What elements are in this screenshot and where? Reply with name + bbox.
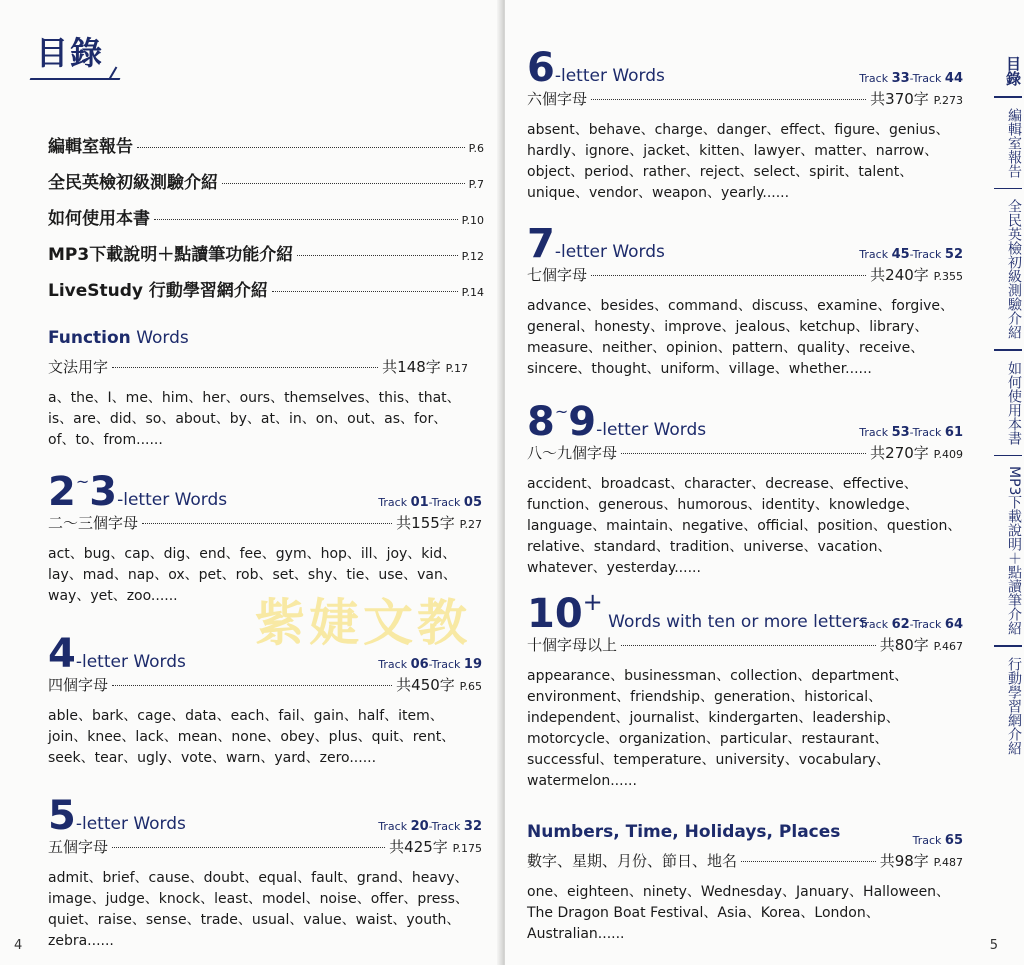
track-prefix: Track <box>912 834 945 847</box>
tab-divider <box>994 96 1022 98</box>
word-list: absent、behave、charge、danger、effect、figure、genius、hardly、ignore、jacket、kitten、lawyer、matter、narrow、object、period、rather、reject、select、spirit、talent、unique、vendor、weapon、yearly...... <box>527 122 950 201</box>
track-start: 33 <box>891 71 910 86</box>
page-number: 5 <box>989 938 998 953</box>
page-ref: P.17 <box>445 362 468 375</box>
toc-page: P.6 <box>468 142 484 155</box>
track-prefix: Track <box>859 72 892 85</box>
track-end: 52 <box>944 247 963 262</box>
page-ref: P.273 <box>933 94 963 107</box>
toc-row[interactable] <box>48 204 484 240</box>
section-6-letter <box>527 45 963 204</box>
section-heading <box>48 328 468 356</box>
track-prefix: Track <box>378 496 411 509</box>
toc-page: P.12 <box>461 250 484 263</box>
count-label: 六個字母 <box>527 90 588 108</box>
track-range <box>913 833 963 848</box>
toc-label: LiveStudy 行動學習網介紹 <box>48 281 268 301</box>
heading-num: 3 <box>89 469 118 515</box>
word-list: one、eighteen、ninety、Wednesday、January、Halloween、The Dragon Boat Festival、Asia、Korea、London、Australian...... <box>527 884 951 942</box>
heading-num: 6 <box>527 45 555 91</box>
toc-row[interactable] <box>48 240 484 276</box>
track-start: 45 <box>891 247 910 262</box>
section-7-letter <box>527 221 963 380</box>
heading-suffix: -letter Words <box>75 652 186 672</box>
track-end: 61 <box>944 425 963 440</box>
heading-num: 8 <box>527 399 555 445</box>
track-prefix: Track <box>378 658 411 671</box>
heading-num: 9 <box>568 399 597 445</box>
track-end: 05 <box>463 495 482 510</box>
section-heading <box>527 588 963 637</box>
tab-divider <box>994 455 1022 457</box>
word-count: 共148字 <box>382 358 441 376</box>
toc-title: 目錄 <box>36 34 105 72</box>
track-mid: -Track <box>909 426 945 439</box>
word-list: accident、broadcast、character、decrease、effective、function、generous、humorous、identity、knowledge、language、maintain、negative、official、position、question、relative、standard、tradition、universe、vacation、whatever、yesterday...... <box>527 476 962 576</box>
section-2-3-letter <box>48 469 482 607</box>
section-8-9-letter <box>527 399 963 579</box>
section-heading <box>48 469 482 515</box>
track-end: 64 <box>944 617 963 632</box>
track-range <box>859 247 963 262</box>
track-prefix: Track <box>859 426 892 439</box>
toc-label: MP3下載說明＋點讀筆功能介紹 <box>48 245 294 265</box>
count-label: 五個字母 <box>48 838 109 856</box>
page-ref: P.175 <box>452 842 482 855</box>
count-row[interactable] <box>527 88 963 114</box>
dot-leader <box>591 275 866 276</box>
dot-leader <box>142 523 392 524</box>
word-list: appearance、businessman、collection、department、environment、friendship、generation、historical、independent、journalist、kindergarten、leadership、motorcycle、organization、particular、restaurant、successful、temperature、university、vocabulary、watermelon...... <box>527 668 909 789</box>
heading-suffix: -letter Words <box>554 242 665 262</box>
dot-leader <box>621 645 876 646</box>
word-list: able、bark、cage、data、each、fail、gain、half、item、join、knee、lack、mean、none、obey、plus、quit、rent、seek、tear、ugly、vote、warn、yard、zero...... <box>48 708 456 766</box>
page-ref: P.409 <box>933 448 963 461</box>
heading-bold: Function <box>48 328 131 348</box>
heading-suffix: -letter Words <box>75 814 186 834</box>
right-page <box>505 0 1024 965</box>
word-count: 共370字 <box>870 90 929 108</box>
word-count: 共425字 <box>389 838 448 856</box>
track-start: 20 <box>410 819 429 834</box>
toc-label: 全民英檢初級測驗介紹 <box>48 173 218 193</box>
page-ref: P.467 <box>933 640 963 653</box>
heading-num: 2 <box>48 469 76 515</box>
page-ref: P.27 <box>459 518 482 531</box>
track-range <box>378 657 482 672</box>
track-start: 62 <box>891 617 910 632</box>
heading-num: 5 <box>48 793 76 839</box>
side-tab[interactable]: 目錄 <box>1004 56 1022 86</box>
word-count: 共270字 <box>870 444 929 462</box>
toc-page: P.14 <box>461 286 484 299</box>
section-4-letter <box>48 631 482 769</box>
section-heading <box>48 631 482 677</box>
track-mid: -Track <box>428 496 464 509</box>
count-row[interactable] <box>48 674 482 700</box>
section-10-plus-letter <box>527 588 963 792</box>
side-tab-index <box>994 50 1024 761</box>
heading-text: Numbers, Time, Holidays, Places <box>527 822 841 842</box>
track-prefix: Track <box>859 248 892 261</box>
side-tab[interactable]: MP3下載說明＋點讀筆介紹 <box>1006 466 1022 636</box>
dot-leader <box>137 147 465 148</box>
track-range <box>378 495 482 510</box>
page-ref: P.487 <box>933 856 963 869</box>
word-list: admit、brief、cause、doubt、equal、fault、grand、heavy、image、judge、knock、least、model、noise、offer、press、quiet、raise、sense、trade、usual、value、waist、youth、zebra...... <box>48 870 469 949</box>
side-tab[interactable]: 行動學習網介紹 <box>1006 656 1022 755</box>
heading-num: 4 <box>48 631 76 677</box>
track-prefix: Track <box>378 820 411 833</box>
dot-leader <box>112 847 385 848</box>
track-mid: -Track <box>428 820 464 833</box>
watermark: 紫婕文教 <box>255 594 471 652</box>
section-heading <box>48 793 482 839</box>
count-row[interactable] <box>527 634 963 660</box>
section-heading <box>527 221 963 267</box>
count-row[interactable] <box>48 356 468 382</box>
side-tab[interactable]: 如何使用本書 <box>1006 360 1022 445</box>
title-underline <box>30 78 121 80</box>
heading-num: 7 <box>527 221 555 267</box>
word-list: a、the、I、me、him、her、ours、themselves、this、that、is、are、did、so、about、by、at、in、on、out、as、for、of、to、from...... <box>48 390 461 448</box>
heading-num: 10 <box>527 591 583 637</box>
side-tab[interactable]: 全民英檢初級測驗介紹 <box>1006 199 1022 339</box>
word-list: act、bug、cap、dig、end、fee、gym、hop、ill、joy、kid、lay、mad、nap、ox、pet、rob、set、shy、tie、use、van、way、yet、zoo...... <box>48 546 457 604</box>
page-ref: P.65 <box>459 680 482 693</box>
track-range <box>859 71 963 86</box>
toc-list <box>48 132 484 312</box>
section-heading <box>527 399 963 445</box>
heading-tilde: ~ <box>75 472 90 491</box>
track-prefix: Track <box>859 618 892 631</box>
heading-suffix: -letter Words <box>554 66 665 86</box>
track-range <box>378 819 482 834</box>
count-label: 七個字母 <box>527 266 588 284</box>
toc-page: P.10 <box>461 214 484 227</box>
heading-suffix: Words with ten or more letters <box>602 612 868 632</box>
track-range <box>859 425 963 440</box>
track-start: 06 <box>410 657 429 672</box>
track-range <box>859 617 963 632</box>
count-label: 八～九個字母 <box>527 444 618 462</box>
heading-rest: Words <box>130 328 189 348</box>
tab-divider <box>994 349 1022 351</box>
toc-label: 編輯室報告 <box>48 137 133 157</box>
section-5-letter <box>48 793 482 952</box>
dot-leader <box>222 183 465 184</box>
word-count: 共98字 <box>879 852 929 870</box>
heading-suffix: -letter Words <box>596 420 707 440</box>
count-label: 文法用字 <box>48 358 109 376</box>
word-count: 共155字 <box>396 514 455 532</box>
track-end: 32 <box>463 819 482 834</box>
count-label: 十個字母以上 <box>527 636 618 654</box>
count-row[interactable] <box>527 264 963 290</box>
function-words-section <box>48 328 468 451</box>
dot-leader <box>591 99 866 100</box>
track-end: 44 <box>944 71 963 86</box>
section-heading <box>527 822 963 850</box>
word-list: advance、besides、command、discuss、examine、forgive、general、honesty、improve、jealous、ketchup、library、measure、neither、opinion、pattern、quality、receive、sincere、thought、uniform、village、whether...... <box>527 298 955 377</box>
toc-label: 如何使用本書 <box>48 209 150 229</box>
dot-leader <box>297 255 457 256</box>
toc-row[interactable] <box>48 168 484 204</box>
toc-page: P.7 <box>468 178 484 191</box>
tab-divider <box>994 188 1022 190</box>
word-count: 共240字 <box>870 266 929 284</box>
heading-plus: + <box>582 588 603 616</box>
dot-leader <box>272 291 458 292</box>
dot-leader <box>621 453 866 454</box>
track-end: 19 <box>463 657 482 672</box>
tab-divider <box>994 645 1022 647</box>
toc-row[interactable] <box>48 132 484 168</box>
count-row[interactable] <box>527 850 963 876</box>
page-number: 4 <box>14 938 23 953</box>
left-page <box>0 0 500 965</box>
count-row[interactable] <box>48 836 482 862</box>
dot-leader <box>112 367 378 368</box>
heading-suffix: -letter Words <box>117 490 228 510</box>
track-mid: -Track <box>909 72 945 85</box>
word-count: 共80字 <box>879 636 929 654</box>
page-ref: P.355 <box>933 270 963 283</box>
count-row[interactable] <box>527 442 963 468</box>
track-start: 65 <box>944 833 963 848</box>
section-numbers-time <box>527 822 963 945</box>
heading-tilde: ~ <box>554 402 569 421</box>
dot-leader <box>112 685 392 686</box>
word-count: 共450字 <box>396 676 455 694</box>
section-heading <box>527 45 963 91</box>
count-label: 數字、星期、月份、節日、地名 <box>527 852 738 870</box>
track-mid: -Track <box>909 618 945 631</box>
count-label: 四個字母 <box>48 676 109 694</box>
track-mid: -Track <box>909 248 945 261</box>
track-start: 01 <box>410 495 429 510</box>
side-tab[interactable]: 編輯室報告 <box>1006 107 1022 178</box>
count-label: 二～三個字母 <box>48 514 139 532</box>
toc-row[interactable] <box>48 276 484 312</box>
dot-leader <box>154 219 458 220</box>
track-start: 53 <box>891 425 910 440</box>
count-row[interactable] <box>48 512 482 538</box>
track-mid: -Track <box>428 658 464 671</box>
dot-leader <box>741 861 876 862</box>
